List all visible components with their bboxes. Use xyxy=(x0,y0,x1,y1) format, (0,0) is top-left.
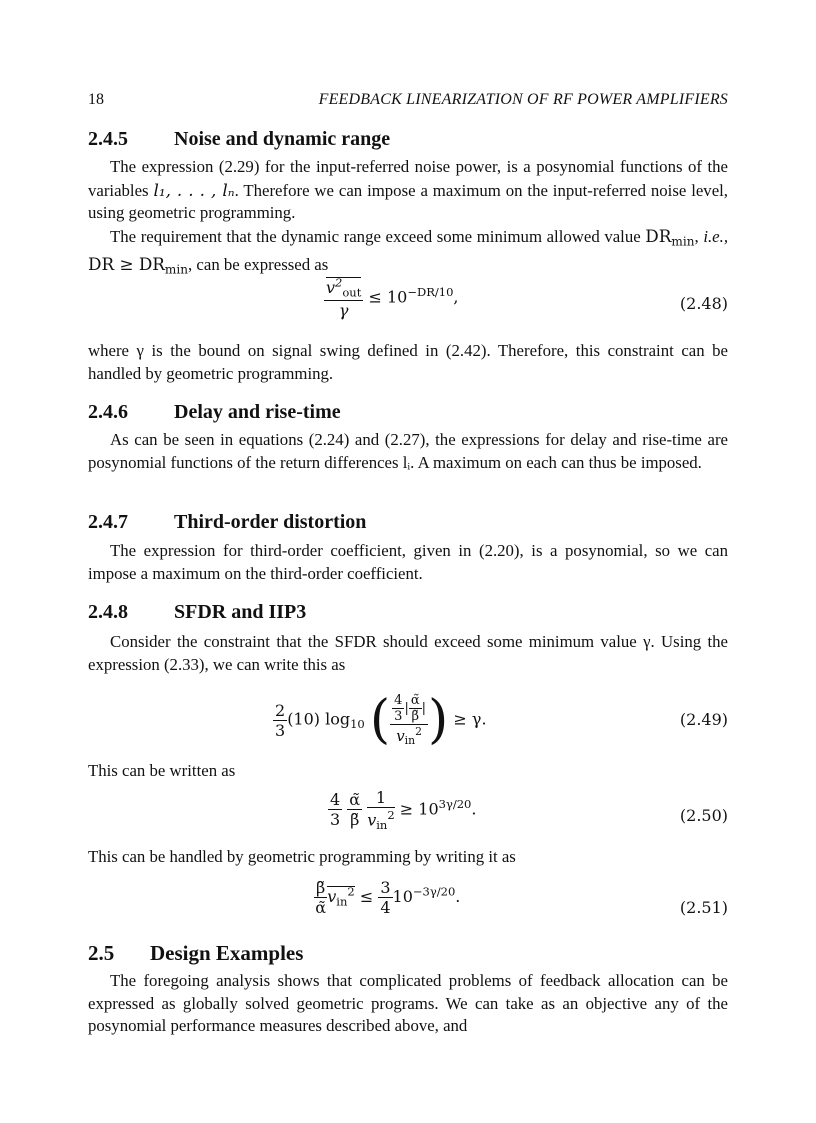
equation-number: (2.49) xyxy=(679,710,728,729)
running-header xyxy=(88,91,728,113)
eq-rhs: ≤ 10 xyxy=(368,287,408,307)
eq-exponent: −DR/10 xyxy=(407,285,454,300)
text: The foregoing analysis shows that complicated problems of feedback allocation can be expressed as globally solved geometric programs. We can take as an objective any of the posynomial performance measures described above, and xyxy=(88,971,728,1035)
dr-min-subscript: min xyxy=(671,234,695,249)
section-number: 2.4.8 xyxy=(88,601,128,623)
equation-number: (2.50) xyxy=(679,806,728,825)
page-number: 18 xyxy=(88,91,104,108)
eq-rhs: ≥ γ. xyxy=(453,709,487,729)
paragraph-sfdr xyxy=(88,631,728,676)
equation-number: (2.48) xyxy=(679,294,728,313)
eq-lhs: (10) log xyxy=(287,709,351,729)
eq-power-base: 10 xyxy=(392,887,413,906)
equation-2-50: $\frac{4}{3}$ $\frac{\alphã}{\betã}$ $\frac{1}{v_{in}^2}$ ≥ $10^{3\gamma/20}$. (2.50) xyxy=(330,788,728,832)
paragraph-distortion xyxy=(88,540,728,585)
paragraph-gamma xyxy=(88,340,728,385)
paragraph-written xyxy=(88,760,728,783)
variables: l₁, . . . , lₙ xyxy=(153,179,235,200)
eq-log-base: 10 xyxy=(350,716,365,731)
eq-rhs: ≥ 10 xyxy=(399,799,439,819)
dr-symbol: DR xyxy=(645,225,672,246)
equation-2-49: $\frac{2}{3}$ (10) $\log_{10}$ ( $\frac{4}{3}$ | $\frac{\alphã}{\betã}$ | $v_{in}^2$ ) ≥ γ. (2.49) xyxy=(275,690,728,750)
section-number: 2.5 xyxy=(88,941,115,965)
eq-exponent: −3γ/20 xyxy=(412,884,456,899)
text: Consider the constraint that the SFDR should exceed some minimum value γ. Using the expression (2.33), we can write this as xyxy=(88,632,728,674)
text: As can be seen in equations (2.24) and (2.27), the expressions for delay and rise-time are posynomial functions of the return differences lᵢ. A maximum on each can thus be imposed. xyxy=(88,430,728,472)
text: The requirement that the dynamic range exceed some minimum allowed value xyxy=(110,226,646,246)
text: The expression for third-order coefficient, given in (2.20), is a posynomial, so we can impose a maximum on the third-order coefficient. xyxy=(88,541,728,583)
eq-tail: . xyxy=(455,887,461,906)
section-number: 2.4.6 xyxy=(88,401,128,423)
fraction: $\frac{v^2_{out}}{\gamma}$ xyxy=(326,276,362,320)
eq-rhs: ≤ xyxy=(359,887,374,906)
equation-2-48 xyxy=(88,276,728,338)
section-heading-2-4-5 xyxy=(88,128,390,151)
section-heading-2-5 xyxy=(88,941,303,966)
text: . Therefore we can impose a maximum on the input-referred noise level, using geometric programming. xyxy=(88,180,729,222)
text: This can be handled by geometric programming by writing it as xyxy=(88,847,516,866)
paragraph-handled xyxy=(88,846,728,869)
section-number: 2.4.7 xyxy=(88,511,128,533)
eq-exponent: 3γ/20 xyxy=(438,797,472,812)
section-title: Delay and rise-time xyxy=(174,401,341,423)
running-title: FEEDBACK LINEARIZATION OF RF POWER AMPLIFIERS xyxy=(318,91,728,108)
text: can be expressed as xyxy=(196,254,329,274)
text: The expression (2.29) for the input-referred noise power, is a posynomial functions of the variables xyxy=(88,157,728,200)
section-title: SFDR and IIP3 xyxy=(174,601,307,623)
section-title: Noise and dynamic range xyxy=(174,128,391,150)
paragraph-delay xyxy=(88,429,728,474)
text: where γ is the bound on signal swing defined in (2.42). Therefore, this constraint can be handled by geometric programming. xyxy=(88,341,728,383)
paragraph-design xyxy=(88,970,728,1038)
eq-tail: , xyxy=(453,287,459,307)
section-heading-2-4-6 xyxy=(88,401,341,424)
equation-number: (2.51) xyxy=(679,898,728,917)
section-title: Design Examples xyxy=(150,941,304,965)
section-heading-2-4-7 xyxy=(88,511,366,534)
section-heading-2-4-8 xyxy=(88,601,306,624)
section-number: 2.4.5 xyxy=(88,128,128,150)
text: This can be written as xyxy=(88,761,236,780)
eq-tail: . xyxy=(471,799,477,819)
ie-text: i.e., xyxy=(703,226,729,246)
paragraph-noise: The expression (2.29) for the input-referred noise power, is a posynomial functions of the variables l₁, . . . , lₙ. Therefore we can impose a maximum on the input-referred noise level, using geometric programming. The requirement that the dynamic range exceed some minimum allowed value $DR_{min}$, i.e., DR ≥ $DR_{min}$, can be expressed as xyxy=(88,157,729,277)
section-title: Third-order distortion xyxy=(174,511,367,533)
equation-2-51: $\frac{\betã}{\alphã}$ $v_{in}^2$ ≤ $\frac{3}{4}$ $10^{-3\gamma/20}$. (2.51) xyxy=(315,878,728,917)
